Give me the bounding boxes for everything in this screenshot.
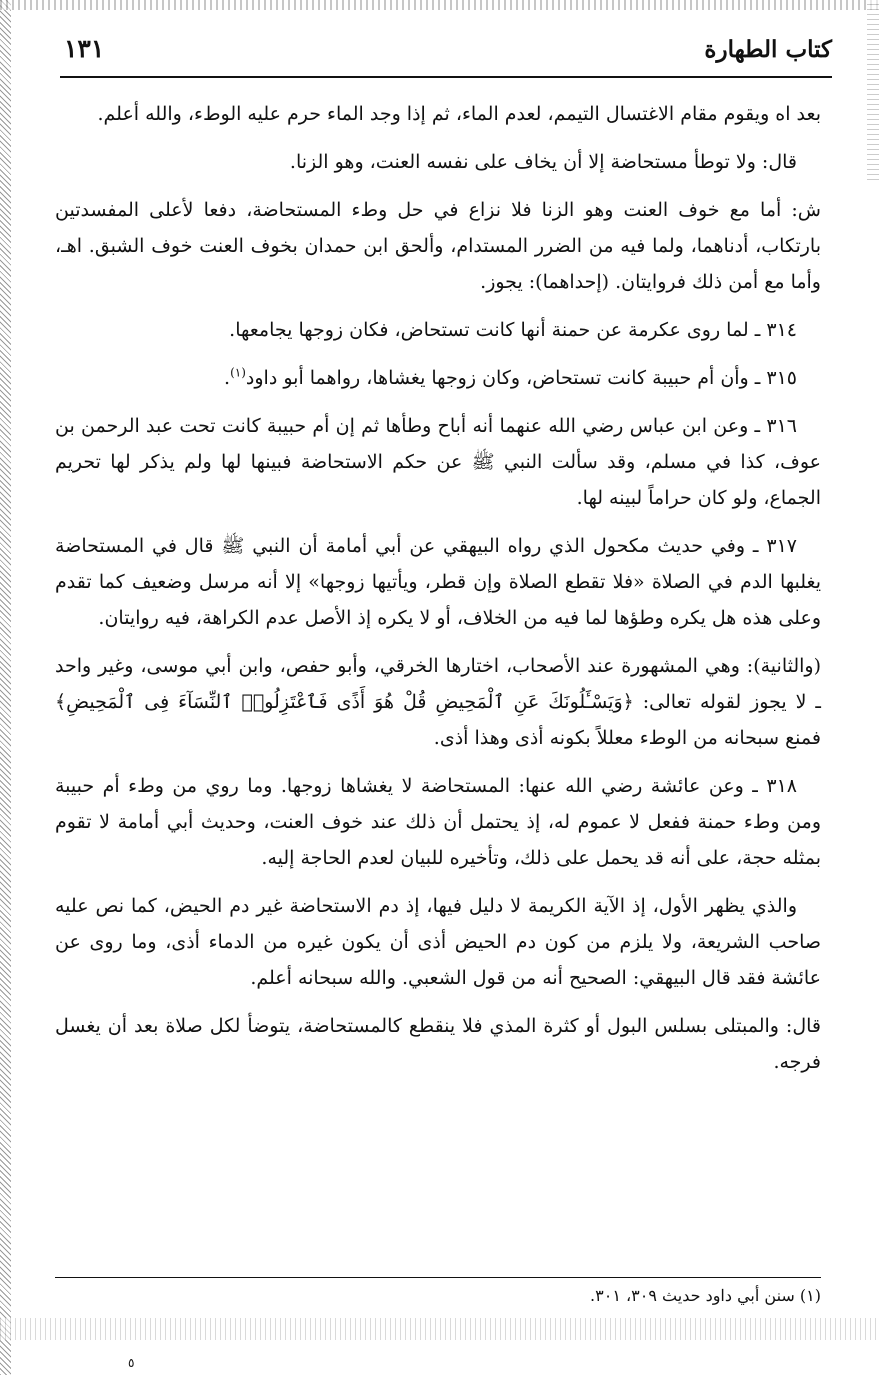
paragraph-1: بعد اه ويقوم مقام الاغتسال التيمم، لعدم الماء، ثم إذا وجد الماء حرم عليه الوطء، والله أعلم.: [97, 103, 821, 125]
page-mark: ٥: [128, 1356, 135, 1370]
page-header: [60, 30, 832, 78]
paragraph-2: قال: ولا توطأ مستحاضة إلا أن يخاف على نفسه العنت، وهو الزنا.: [289, 151, 797, 173]
footnote-text: سنن أبي داود حديث ٣٠٩، ٣٠١.: [590, 1286, 795, 1305]
book-title: كتاب الطهارة: [704, 36, 832, 63]
paragraph-conclusion: والذي يظهر الأول، إذ الآية الكريمة لا دليل فيها، إذ دم الاستحاضة غير دم الحيض، كما نص عليه صاحب الشريعة، ولا يلزم من كون دم الحيض أذى أن يكون غيره من الدماء أذى، وما روى عن عائشة فقد قال البيهقي: الصحيح أنه من قول الشعبي. والله سبحانه أعلم.: [55, 895, 821, 989]
hadith-316: ٣١٦ ـ وعن ابن عباس رضي الله عنهما أنه أباح وطأها ثم إن أم حبيبة كانت تحت عبد الرحمن بن عوف، كذا في مسلم، وقد سألت النبي ﷺ عن حكم الاستحاضة فبينها لها ولم يذكر لها تحريم الجماع، ولو كان حراماً لبينه لها.: [55, 415, 821, 509]
hadith-315-text: ٣١٥ ـ وأن أم حبيبة كانت تستحاض، وكان زوجها يغشاها، رواهما أبو داود: [245, 367, 797, 389]
page-edge-bottom: [0, 1318, 879, 1340]
footnote-reference[interactable]: (١): [230, 365, 246, 380]
main-text: [55, 96, 821, 1080]
footnote-marker: (١): [799, 1286, 821, 1305]
page-edge-top: [0, 0, 879, 10]
hadith-317: ٣١٧ ـ وفي حديث مكحول الذي رواه البيهقي عن أبي أمامة أن النبي ﷺ قال في المستحاضة يغلبها الدم في الصلاة «فلا تقطع الصلاة وإن قطر، ويأتيها زوجها» إلا أنه مرسل وضعيف كما تقدم وعلى هذه هل يكره وطؤها لما فيه من الخلاف، أو لا يكره إذ الأصل عدم الكراهة، فيه روايتان.: [55, 535, 821, 629]
page-edge-left: [0, 0, 11, 1375]
paragraph-3: ش: أما مع خوف العنت وهو الزنا فلا نزاع في حل وطء المستحاضة، دفعا لأعلى المفسدتين بارتكاب، أدناهما، ولما فيه من الضرر المستدام، وألحق ابن حمدان بخوف العنت خوف الشبق. اهـ، وأما مع أمن ذلك فروايتان. (إحداهما): يجوز.: [55, 199, 821, 293]
page-edge-right: [867, 0, 879, 180]
hadith-315: ٣١٥ ـ وأن أم حبيبة كانت تستحاض، وكان زوجها يغشاها، رواهما أبو داود$^{(١)}$.: [224, 365, 797, 389]
hadith-314: ٣١٤ ـ لما روى عكرمة عن حمنة أنها كانت تستحاض، فكان زوجها يجامعها.: [229, 319, 797, 341]
paragraph-final: قال: والمبتلى بسلس البول أو كثرة المذي فلا ينقطع كالمستحاضة، يتوضأ لكل صلاة بعد أن يغسل فرجه.: [55, 1015, 821, 1073]
hadith-318: ٣١٨ ـ وعن عائشة رضي الله عنها: المستحاضة لا يغشاها زوجها. وما روي من وطء أم حبيبة ومن وطء حمنة ففعل لا عموم له، إذ يحتمل أن ذلك عند خوف العنت، وحديث أبي أمامة لا تقوم بمثله حجة، على أنه قد يحمل على ذلك، وتأخيره للبيان لعدم الحاجة إليه.: [55, 775, 821, 869]
footnote-separator: [55, 1277, 821, 1278]
paragraph-second-narration: (والثانية): وهي المشهورة عند الأصحاب، اختارها الخرقي، وأبو حفص، وابن أبي موسى، وغير واحد ـ لا يجوز لقوله تعالى: ﴿وَيَسْـَٔلُونَكَ عَنِ ٱلْمَحِيضِ قُلْ هُوَ أَذًى فَٱعْتَزِلُوا۟ ٱلنِّسَآءَ فِى ٱلْمَحِيضِ﴾ فمنع سبحانه من الوطء معللاً بكونه أذى وهذا أذى.: [55, 655, 821, 749]
page-number: ١٣١: [64, 34, 105, 63]
footnote: [55, 1283, 821, 1309]
